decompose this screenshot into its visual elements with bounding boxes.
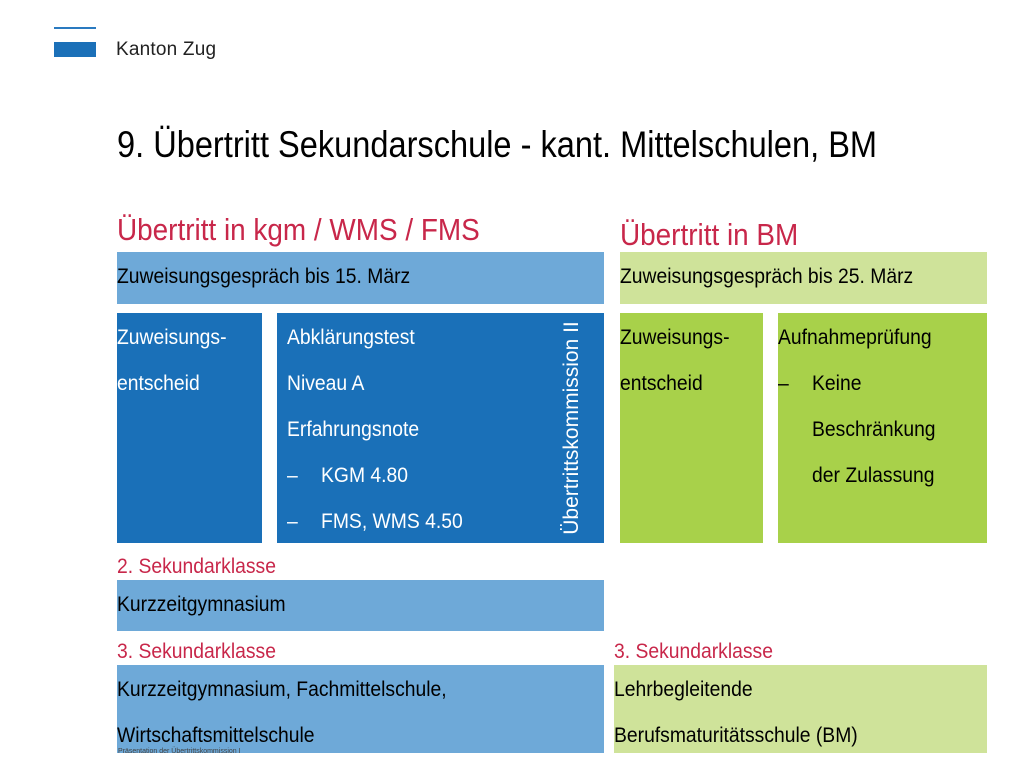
left-assessment-box xyxy=(277,313,604,543)
left-decision-text xyxy=(117,315,227,407)
right-conversation-text: Zuweisungsgespräch bis 25. März xyxy=(620,265,914,288)
sek3-left-text xyxy=(117,667,447,759)
right-decision-line-1: Zuweisungs- xyxy=(620,326,730,349)
left-decision-line-2: entscheid xyxy=(117,372,200,395)
commission-label-text: Übertrittskommission II xyxy=(560,321,583,535)
logo-block xyxy=(54,42,96,57)
left-conversation-bar xyxy=(117,252,604,304)
right-exam-box xyxy=(778,313,987,543)
left-decision-line-1: Zuweisungs- xyxy=(117,326,227,349)
assessment-item-kgm-text: KGM 4.80 xyxy=(321,464,409,487)
exam-heading: Aufnahmeprüfung xyxy=(778,326,932,349)
sek3-right-bar xyxy=(614,665,987,753)
right-exam-text xyxy=(778,315,936,499)
logo-text: Kanton Zug xyxy=(116,39,217,60)
sek2-label: 2. Sekundarklasse xyxy=(117,555,276,578)
logo-line xyxy=(54,27,96,29)
assessment-line-test: Abklärungstest xyxy=(287,326,415,349)
exam-item-line-1-text: Keine xyxy=(812,372,862,395)
left-conversation-text: Zuweisungsgespräch bis 15. März xyxy=(117,265,411,288)
dash-bullet: – xyxy=(287,464,298,487)
footer-text: Präsentation der Übertrittskommission I xyxy=(118,748,241,755)
assessment-line-level: Niveau A xyxy=(287,372,365,395)
left-decision-box xyxy=(117,313,262,543)
commission-vertical-label xyxy=(557,313,587,543)
sek3-left-line-2: Wirtschaftsmittelschule xyxy=(117,724,315,747)
right-decision-line-2: entscheid xyxy=(620,372,703,395)
left-assessment-text xyxy=(287,315,463,545)
left-heading: Übertritt in kgm / WMS / FMS xyxy=(117,212,480,247)
dash-bullet: – xyxy=(778,372,789,395)
right-decision-box xyxy=(620,313,763,543)
right-decision-text xyxy=(620,315,730,407)
sek3-left-line-1: Kurzzeitgymnasium, Fachmittelschule, xyxy=(117,678,447,701)
sek3-right-line-2: Berufsmaturitätsschule (BM) xyxy=(614,724,858,747)
right-heading: Übertritt in BM xyxy=(620,217,799,252)
sek3-right-text xyxy=(614,667,858,759)
assessment-line-grade: Erfahrungsnote xyxy=(287,418,420,441)
exam-item-line-1 xyxy=(778,361,936,407)
sek3-right-label: 3. Sekundarklasse xyxy=(614,640,773,663)
right-conversation-bar xyxy=(620,252,987,304)
assessment-item-kgm xyxy=(287,453,463,499)
exam-item-line-2 xyxy=(778,407,936,453)
slide-title: 9. Übertritt Sekundarschule - kant. Mittelschulen, BM xyxy=(117,124,878,165)
sek2-bar xyxy=(117,580,604,631)
sek2-bar-text: Kurzzeitgymnasium xyxy=(117,593,286,616)
exam-item-line-3-text: der Zulassung xyxy=(812,464,935,487)
assessment-item-fms xyxy=(287,499,463,545)
sek3-left-label: 3. Sekundarklasse xyxy=(117,640,276,663)
sek3-right-line-1: Lehrbegleitende xyxy=(614,678,753,701)
dash-bullet: – xyxy=(287,510,298,533)
exam-item-line-2-text: Beschränkung xyxy=(812,418,936,441)
sek3-left-bar xyxy=(117,665,604,753)
assessment-item-fms-text: FMS, WMS 4.50 xyxy=(321,510,463,533)
exam-item-line-3 xyxy=(778,453,936,499)
